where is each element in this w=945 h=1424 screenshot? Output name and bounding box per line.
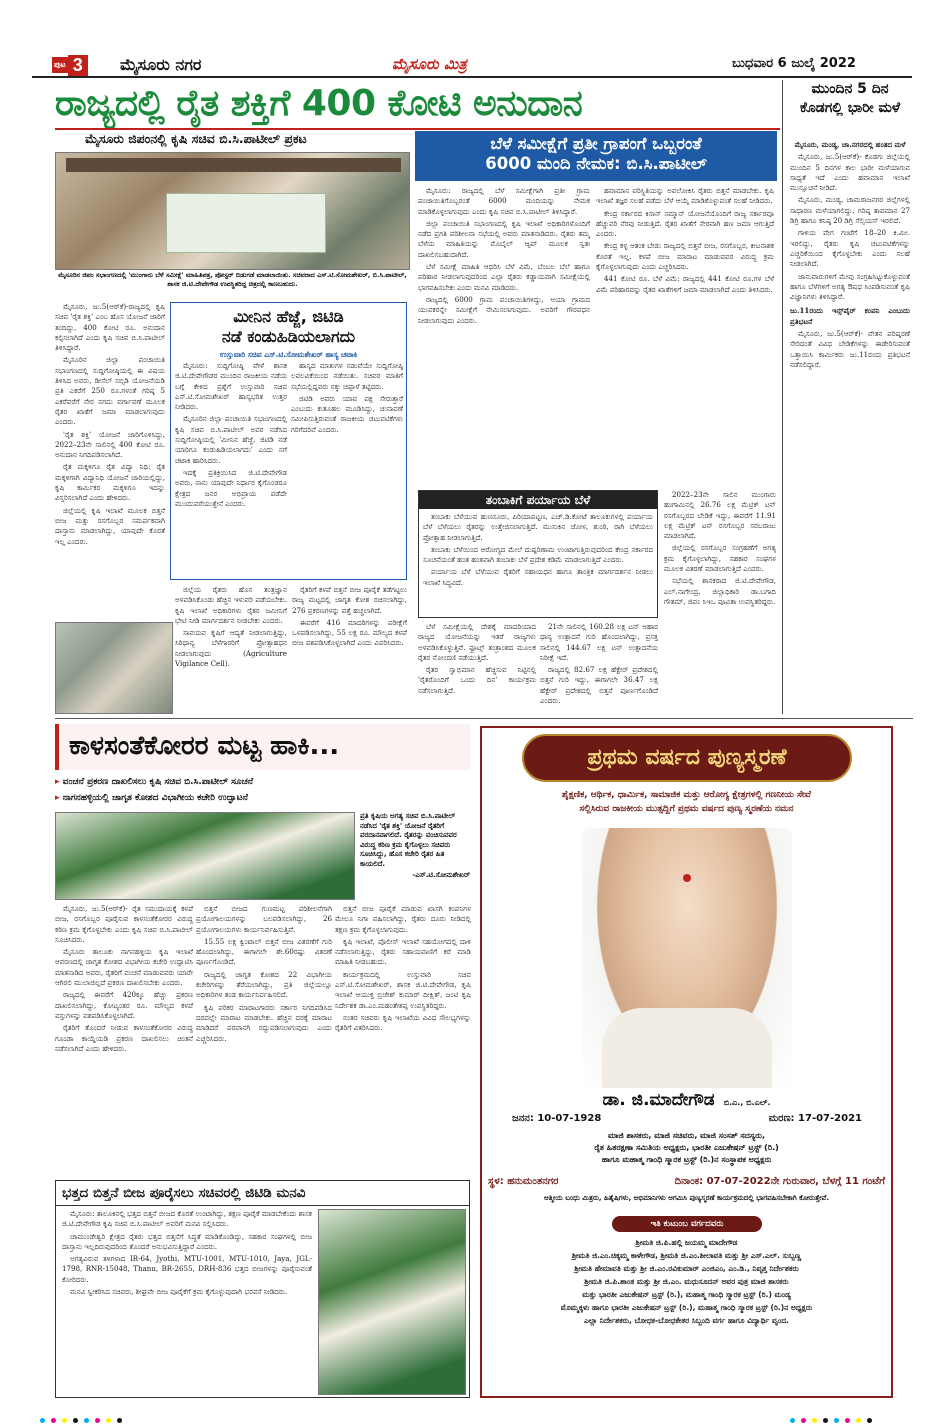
mid-col-d (540, 622, 658, 714)
magenta-dot (95, 1418, 100, 1423)
mid-paragraph: ಸಾವಯವ ಕೃಷಿಗೆ ಆದ್ಯತೆ ನೀಡಲಾಗುತ್ತಿದ್ದು, ಸಿರಿಧಾನ್ಯ ಬೆಳೆಗಾರರಿಗೆ ಪ್ರೋತ್ಸಾಹಧನ ನೀಡಲಾಗುವುದು (Agriculture Vigilance Cell). (175, 628, 287, 669)
rain-paragraph: ಜಾನುವಾರುಗಳಿಗೆ ಮೇವು ಸಂಗ್ರಹಿಸಿಟ್ಟುಕೊಳ್ಳುವಂತೆ ಹಾಗೂ ಬೆಳೆಗಳಿಗೆ ಅಗತ್ಯ ಔಷಧ ಸಿಂಪಡಿಸುವಂತೆ ಕೃಷಿ ವಿಜ್ಞಾನಿಗಳು ತಿಳಿಸಿದ್ದಾರೆ. (790, 271, 910, 302)
yellow-dot (856, 1418, 861, 1423)
lead-rule (55, 128, 780, 130)
yellow-dot (106, 1418, 111, 1423)
rain-paragraph: ಮೈಸೂರು, ಜು.5(ಆರ್‌ಕೆ)- ವೇತನ ಪರಿಷ್ಕರಣೆ ಸೇರಿದಂತೆ ವಿವಿಧ ಬೇಡಿಕೆಗಳನ್ನು ಈಡೇರಿಸುವಂತೆ ಒತ್ತಾಯಿಸಿ ಕಾರ್ಮಿಕರು ಜು.11ರಂದು ಪ್ರತಿಭಟನೆ ನಡೆಸಲಿದ್ದಾರೆ. (790, 329, 910, 369)
registration-dots-right (790, 1408, 878, 1414)
kalasanthe-paragraph: ರಾಜ್ಯದಲ್ಲಿ ಜಾಗೃತ ಕೋಶದ 22 ವಿಭಾಗೀಯ ಕಚೇರಿಗಳನ್ನು ತೆರೆಯಲಾಗಿದ್ದು, ಪ್ರತಿ ಜಿಲ್ಲೆಯಲ್ಲೂ ಅಧಿಕಾರಿಗಳ ತಂಡ ಕಾರ್ಯನಿರ್ವಹಿಸಲಿದೆ. (196, 969, 332, 1000)
obit-name-row (482, 1090, 891, 1110)
black-dot (117, 1418, 122, 1423)
tobacco-paragraph: ಸಭೆಯಲ್ಲಿ ಶಾಸಕರಾದ ಜಿ.ಟಿ.ದೇವೇಗೌಡ, ಎಲ್.ನಾಗೇಂದ್ರ, ಜಿಲ್ಲಾಧಿಕಾರಿ ಡಾ.ಬಗಾದಿ ಗೌತಮ್, ಜಿಪಂ ಸಿಇಒ ಪೂವಿತಾ ಉಪಸ್ಥಿತರಿದ್ದರು. (664, 576, 776, 606)
obit-family (492, 1236, 881, 1327)
section-divider (55, 718, 913, 719)
survey-paragraph: 441 ಕೋಟಿ ರೂ. ಬೆಳೆ ವಿಮೆ: ರಾಜ್ಯದಲ್ಲಿ 441 ಕೋಟಿ ರೂ.ಗಳ ಬೆಳೆ ವಿಮೆ ಪರಿಹಾರವನ್ನು ರೈತರ ಖಾತೆಗಳಿಗೆ ಜಮಾ ಮಾಡಲಾಗಿದೆ ಎಂದು ತಿಳಿಸಿದರು. (596, 274, 774, 294)
black-dot (73, 1418, 78, 1423)
quote-author: -ಎಸ್.ಟಿ.ಸೋಮಶೇಖರ್ (412, 871, 470, 879)
obit-role-line: ಮಾಜಿ ಶಾಸಕರು, ಮಾಜಿ ಸಚಿವರು, ಮಾಜಿ ಸಂಸತ್ ಸದಸ್ಯರು, (607, 1131, 766, 1140)
magenta-dot (801, 1418, 806, 1423)
obit-family-line: ಮೊಮ್ಮಕ್ಕಳು ಹಾಗೂ ಭಾರತೀ ಎಜುಕೇಷನ್ ಟ್ರಸ್ಟ್ (ರಿ.), ಮಹಾತ್ಮ ಗಾಂಧಿ ಸ್ಮಾರಕ ಟ್ರಸ್ಟ್ (ರಿ.)ನ ಅಧ್ಯಕ್ಷರು (560, 1303, 813, 1312)
fish-paragraph: ಇದಕ್ಕೆ ಪ್ರತಿಕ್ರಿಯಿಸಿದ ಜಿ.ಟಿ.ದೇವೇಗೌಡ ಅವರು, ನಾನು ಯಾವುದೇ ನಿರ್ಧಾರ ಕೈಗೊಂಡರೂ ಕ್ಷೇತ್ರದ ಜನರ ಅಭಿಪ್ರಾಯ ಪಡೆದೇ ಮುಂದುವರೆಯುತ್ತೇನೆ ಎಂದರು. (175, 467, 287, 508)
tobacco-box (418, 490, 658, 618)
kalasanthe-body-col3 (335, 904, 471, 1176)
mid-paragraph: ಈವರೆಗೆ 416 ಮಾದರಿಗಳನ್ನು ಪರೀಕ್ಷೆಗೆ ಒಳಪಡಿಸಲಾಗಿದ್ದು, 55 ಲಕ್ಷ ರೂ. ಮೌಲ್ಯದ ಕಳಪೆ ಬೀಜ ವಶಪಡಿಸಿಕೊಳ್ಳಲಾಗಿದೆ ಎಂದು ವಿವರಿಸಿದರು. (292, 617, 407, 648)
seeds-paragraph: ಮೈಸೂರು: ತಾಲೂಕಿನಲ್ಲಿ ಭತ್ತದ ಬಿತ್ತನೆ ಬೀಜದ ಕೊರತೆ ಉಂಟಾಗಿದ್ದು, ತಕ್ಷಣ ಪೂರೈಕೆ ಮಾಡಬೇಕೆಂದು ಶಾಸಕ ಜಿ.ಟಿ.ದೇವೇಗೌಡ ಕೃಷಿ ಸಚಿವ ಬಿ.ಸಿ.ಪಾಟೀಲ್ ಅವರಿಗೆ ಮನವಿ ಸಲ್ಲಿಸಿದರು. (62, 1209, 312, 1229)
section-name: ಮೈಸೂರು ನಗರ (120, 55, 202, 74)
fish-tagline: ಉಸ್ತುವಾರಿ ಸಚಿವ ಎಸ್.ಟಿ.ಸೋಮಶೇಖರ್ ಹಾಸ್ಯ ಚಟಾಕಿ (219, 350, 358, 359)
kalasanthe-paragraph: ಕೃಷಿ ಇಲಾಖೆ, ಪೊಲೀಸ್ ಇಲಾಖೆ ಸಹಯೋಗದಲ್ಲಿ ದಾಳಿ ನಡೆಸಲಾಗುತ್ತಿದ್ದು, ರೈತರು ಸಹಾಯವಾಣಿಗೆ ಕರೆ ಮಾಡಿ ಮಾಹಿತಿ ನೀಡಬಹುದು. (335, 936, 471, 967)
mid-paragraph: 21ನೇ ಸಾಲಿನಲ್ಲಿ 160.28 ಲಕ್ಷ ಟನ್ ಆಹಾರ ಧಾನ್ಯ ಉತ್ಪಾದನೆ ಗುರಿ ಹೊಂದಲಾಗಿದ್ದು, ಪ್ರಸಕ್ತ ಸಾಲಿನಲ್ಲಿ 144.67 ಲಕ್ಷ ಟನ್ ಉತ್ಪಾದನೆಯ ನಿರೀಕ್ಷೆ ಇದೆ. (540, 622, 658, 662)
mid-paragraph: ರೈತರಿಗೆ ಕಳಪೆ ಬಿತ್ತನೆ ಬೀಜ ಪೂರೈಕೆ ತಡೆಗಟ್ಟಲು ರಾಜ್ಯ ಮಟ್ಟದಲ್ಲಿ ಜಾಗೃತ ಕೋಶ ರಚಿಸಲಾಗಿದ್ದು, 276 ಪ್ರಕರಣಗಳನ್ನು ಪತ್ತೆ ಹಚ್ಚಲಾಗಿದೆ. (292, 585, 407, 615)
kalasanthe-quote-box (360, 812, 470, 900)
meeting-photo (55, 622, 173, 714)
lead-photo-caption: ಮೈಸೂರಿನ ಜಿಪಂ ಸಭಾಂಗಣದಲ್ಲಿ 'ಮುಂಗಾರು ಬೆಳೆ ಸಮೀಕ್ಷೆ' ಮಾಹಿತಿಪತ್ರ, ಪೋಸ್ಟರ್ ಬಿಡುಗಡೆ ಮಾಡಲಾಯಿತು. ಸಚಿವರಾದ ಎಸ್.ಟಿ.ಸೋಮಶೇಖರ್, ಬಿ.ಸಿ.ಪಾಟೀಲ್, ಶಾಸಕ ಜಿ.ಟಿ.ದೇವೇಗೌಡ ಉಪಸ್ಥಿತರಿದ್ದ ಚಿತ್ರದಲ್ಲಿ ಕಾಣಬಹುದು. (58, 271, 407, 288)
tobacco-body-col2 (664, 490, 776, 714)
bullet-text: ನಾಗನಹಳ್ಳಿಯಲ್ಲಿ ಜಾಗೃತ ಕೋಶದ ವಿಭಾಗೀಯ ಕಚೇರಿ ಉದ್ಘಾಟನೆ (62, 793, 249, 803)
survey-paragraph: ಹವಾಮಾನ ಪರಿಸ್ಥಿತಿಯನ್ನು ಅವಲೋಕಿಸಿ ರೈತರು ಬಿತ್ತನೆ ಮಾಡಬೇಕು. ಕೃಷಿ ಇಲಾಖೆ ತಜ್ಞರ ಸಲಹೆ ಪಡೆದು ಬೆಳೆ ಆಯ್ಕೆ ಮಾಡಿಕೊಳ್ಳುವಂತೆ ಸಲಹೆ ನೀಡಿದರು. (596, 186, 774, 206)
fish-body-col2 (291, 361, 403, 575)
fish-paragraph: ಮೈಸೂರು: ಸುದ್ದಿಗೋಷ್ಠಿ ವೇಳೆ ಶಾಸಕ ಜಿ.ಟಿ.ದೇವೇಗೌಡರ ಮುಂದಿನ ರಾಜಕೀಯ ನಡೆಯ ಬಗ್ಗೆ ಕೇಳಿದ ಪ್ರಶ್ನೆಗೆ ಉಸ್ತುವಾರಿ ಸಚಿವ ಎಸ್.ಟಿ.ಸೋಮಶೇಖರ್ ಹಾಸ್ಯಭರಿತ ಉತ್ತರ ನೀಡಿದರು. (175, 361, 287, 412)
obit-family-line: ಎಲ್ಲಾ ನಿರ್ದೇಶಕರು, ಬೋಧಕ-ಬೋಧಕೇತರ ಸಿಬ್ಬಂದಿ ವರ್ಗ ಹಾಗೂ ವಿದ್ಯಾರ್ಥಿ ವೃಂದ. (583, 1316, 790, 1325)
survey-headline-2: 6000 ಮಂದಿ ನೇಮಕ: ಬಿ.ಸಿ.ಪಾಟೀಲ್ (485, 154, 707, 173)
lead-body-col1 (55, 302, 165, 620)
bullet-icon: ▸ (55, 777, 60, 787)
survey-paragraph: ಜಿಲ್ಲಾ ಪಂಚಾಯಿತಿ ಸಭಾಂಗಣದಲ್ಲಿ ಕೃಷಿ ಇಲಾಖೆ ಅಧಿಕಾರಿಗಳೊಂದಿಗೆ ನಡೆದ ಪ್ರಗತಿ ಪರಿಶೀಲನಾ ಸಭೆಯಲ್ಲಿ ಅವರು ಮಾತನಾಡಿದರು. ರೈತರು ತಮ್ಮ ಬೆಳೆಯ ಮಾಹಿತಿಯನ್ನು ಮೊಬೈಲ್ ಆ್ಯಪ್ ಮೂಲಕ ಸ್ವತಃ ದಾಖಲಿಸಬಹುದಾಗಿದೆ. (418, 218, 590, 259)
obit-title: ಪ್ರಥಮ ವರ್ಷದ ಪುಣ್ಯಸ್ಮರಣೆ (587, 745, 787, 770)
obit-family-line: ಶ್ರೀಮತಿ ಜಿ.ಪಿ.ಶಾಂತ ಮತ್ತು ಶ್ರೀ ಜಿ.ಎಂ. ಮಧುಸೂದನ್ ಅವರ ಪುತ್ರ ಮಾಜಿ ಶಾಸಕರು (584, 1277, 789, 1286)
obit-when: ದಿನಾಂಕ: 07-07-2022ನೇ ಗುರುವಾರ, ಬೆಳಗ್ಗೆ 11 ಗಂಟೆಗೆ (674, 1176, 885, 1187)
mid-paragraph: ರೈತರ ಸ್ವಾಭಿಮಾನ ಹೆಚ್ಚಿಸುವ ನಿಟ್ಟಿನಲ್ಲಿ 'ರೈತರೊಂದಿಗೆ ಒಂದು ದಿನ' ಕಾರ್ಯಕ್ರಮ ನಡೆಸಲಾಗುತ್ತಿದೆ. (418, 665, 536, 695)
lead-photo-banner (66, 158, 401, 172)
obit-degree: ಬಿ.ಎ., ಬಿ.ಎಲ್. (723, 1098, 771, 1107)
kalasanthe-paragraph: 15.55 ಲಕ್ಷ ಕ್ವಿಂಟಾಲ್ ಬಿತ್ತನೆ ಬೀಜ ವಿತರಣೆಗೆ ಗುರಿ ಹೊಂದಲಾಗಿದ್ದು, ಈಗಾಗಲೇ ಶೇ.60ರಷ್ಟು ವಿತರಣೆ ಪೂರ್ಣಗೊಂಡಿದೆ. (196, 936, 332, 967)
seeds-photo (318, 1209, 466, 1395)
obit-born: ಜನನ: 10-07-1928 (512, 1113, 602, 1124)
survey-body-col2 (596, 186, 774, 486)
black-dot (867, 1418, 872, 1423)
kalasanthe-paragraph: ಮೈಸೂರು, ಜು.5(ಆರ್‌ಕೆ)- ರೈತ ಸಮುದಾಯಕ್ಕೆ ಕಳಪೆ ಬೀಜ, ರಸಗೊಬ್ಬರ ಪೂರೈಸುವ ಕಾಳಸಂತೆಕೋರರ ವಿರುದ್ಧ ಕಠಿಣ ಕ್ರಮ ಕೈಗೊಳ್ಳಬೇಕು ಎಂದು ಕೃಷಿ ಸಚಿವ ಬಿ.ಸಿ.ಪಾಟೀಲ್ ಸೂಚಿಸಿದರು. (55, 904, 193, 944)
tobacco-paragraph: 2022–23ನೇ ಸಾಲಿನ ಮುಂಗಾರು ಹಂಗಾಮಿನಲ್ಲಿ 26.76 ಲಕ್ಷ ಮೆಟ್ರಿಕ್ ಟನ್ ರಸಗೊಬ್ಬರದ ಬೇಡಿಕೆ ಇದ್ದು, ಈವರೆಗೆ 11.91 ಲಕ್ಷ ಮೆಟ್ರಿಕ್ ಟನ್ ರಸಗೊಬ್ಬರ ಸರಬರಾಜು ಮಾಡಲಾಗಿದೆ. (664, 490, 776, 541)
page-number-badge (52, 54, 122, 76)
lead-headline: ರಾಜ್ಯದಲ್ಲಿ ರೈತ ಶಕ್ತಿಗೆ 400 ಕೋಟಿ ಅನುದಾನ (55, 83, 583, 124)
fish-headline-2: ನಡೆ ಕಂಡುಹಿಡಿಯಲಾಗದು (221, 327, 356, 346)
kalasanthe-paragraph: ಕಾರ್ಯಕ್ರಮದಲ್ಲಿ ಉಸ್ತುವಾರಿ ಸಚಿವ ಎಸ್.ಟಿ.ಸೋಮಶೇಖರ್, ಶಾಸಕ ಜಿ.ಟಿ.ದೇವೇಗೌಡ, ಕೃಷಿ ಇಲಾಖೆ ಆಯುಕ್ತ ಬ್ರಿಜೇಶ್ ಕುಮಾರ್ ದೀಕ್ಷಿತ್, ಜಂಟಿ ಕೃಷಿ ನಿರ್ದೇಶಕ ಡಾ.ಎಂ.ಮಹಂತೇಶಪ್ಪ ಉಪಸ್ಥಿತರಿದ್ದರು. (335, 969, 471, 1010)
obit-venue: ಸ್ಥಳ: ಹನುಮಂತನಗರ (488, 1176, 559, 1187)
masthead (32, 50, 912, 78)
lead-paragraph: ರೈತ ಮಕ್ಕಳಿಗೂ ರೈತ ವಿದ್ಯಾ ನಿಧಿ: ರೈತ ಮಕ್ಕಳಿಗಾಗಿ ವಿದ್ಯಾನಿಧಿ ಯೋಜನೆ ಜಾರಿಯಲ್ಲಿದ್ದು, ಕೃಷಿ ಕಾರ್ಮಿಕರ ಮಕ್ಕಳಿಗೂ ಇದನ್ನು ವಿಸ್ತರಿಸಲಾಗಿದೆ ಎಂದು ಹೇಳಿದರು. (55, 462, 165, 503)
seeds-paragraph: ಚಾಮುಂಡೇಶ್ವರಿ ಕ್ಷೇತ್ರದ ರೈತರು ಭತ್ತದ ಬಿತ್ತನೆಗೆ ಸಿದ್ಧತೆ ಮಾಡಿಕೊಂಡಿದ್ದು, ಸಹಕಾರ ಸಂಘಗಳಲ್ಲಿ ಬೀಜ ದಾಸ್ತಾನು ಇಲ್ಲದಿರುವುದರಿಂದ ತೊಂದರೆ ಅನುಭವಿಸುತ್ತಿದ್ದಾರೆ ಎಂದರು. (62, 1231, 312, 1251)
obit-intro-1: ಶೈಕ್ಷಣಿಕ, ಆರ್ಥಿಕ, ಧಾರ್ಮಿಕ, ಸಾಮಾಜಿಕ ಮತ್ತು ಆರೋಗ್ಯ ಕ್ಷೇತ್ರಗಳಲ್ಲಿ ಗಣನೀಯ ಸೇವೆ (562, 790, 811, 800)
obit-family-line: ಶ್ರೀಮತಿ ಜಿ.ಪಿ.ಹಲ್ಲಿ ಜಯಮ್ಮ ಮಾದೇಗೌಡ (635, 1238, 738, 1247)
tobacco-paragraph: ಜಿಲ್ಲೆಯಲ್ಲಿ ರಸಗೊಬ್ಬರ ಸಂಗ್ರಹಣೆಗೆ ಅಗತ್ಯ ಕ್ರಮ ಕೈಗೊಳ್ಳಲಾಗಿದ್ದು, ಸಹಕಾರ ಸಂಘಗಳ ಮೂಲಕ ವಿತರಣೆ ಮಾಡಲಾಗುತ್ತಿದೆ ಎಂದರು. (664, 543, 776, 574)
fish-paragraph: ಜಿಟಿಡಿ ಅವರು ಯಾವ ಪಕ್ಷ ಸೇರುತ್ತಾರೆ ಎಂಬುದು ಕುತೂಹಲ ಮೂಡಿಸಿದ್ದು, ಚುನಾವಣೆ ಸಮೀಪಿಸುತ್ತಿರುವಂತೆ ರಾಜಕೀಯ ಚಟುವಟಿಕೆಗಳು ಗರಿಗೆದರಿವೆ ಎಂದರು. (291, 393, 403, 434)
bullet-icon: ▸ (55, 793, 60, 803)
seeds-box (55, 1180, 470, 1398)
page-label: ಪುಟ (52, 57, 68, 73)
mid-col-b (292, 585, 407, 710)
tobacco-paragraph: ತಂಬಾಕು ಬೆಳೆಯಿಂದ ಆರೋಗ್ಯದ ಮೇಲೆ ದುಷ್ಪರಿಣಾಮ ಉಂಟಾಗುತ್ತಿರುವುದರಿಂದ ಕೇಂದ್ರ ಸರ್ಕಾರದ ಸೂಚನೆಯಂತೆ ಹಂತ ಹಂತವಾಗಿ ತಂಬಾಕು ಬೆಳೆ ಪ್ರದೇಶ ಕಡಿಮೆ ಮಾಡಲಾಗುತ್ತಿದೆ ಎಂದರು. (423, 544, 653, 565)
right-column-rule (782, 80, 783, 714)
mid-paragraph: ಜಿಲ್ಲೆಯ ರೈತರು ಹೊಸ ತಂತ್ರಜ್ಞಾನ ಅಳವಡಿಸಿಕೊಂಡು ಹೆಚ್ಚಿನ ಇಳುವರಿ ಪಡೆಯಬೇಕು. ಕೃಷಿ ಇಲಾಖೆ ಅಧಿಕಾರಿಗಳು ರೈತರ ಜಮೀನಿಗೆ ಭೇಟಿ ನೀಡಿ ಮಾರ್ಗದರ್ಶನ ನೀಡಬೇಕು ಎಂದರು. (175, 585, 287, 625)
kalasanthe-body-col2 (196, 904, 332, 1176)
kalasanthe-paragraph: ರೈತರಿಗೆ ತೊಂದರೆ ನೀಡುವ ಕಾಳಸಂತೆಕೋರರ ವಿರುದ್ಧ ಗೂಂಡಾ ಕಾಯ್ದೆಯಡಿ ಪ್ರಕರಣ ದಾಖಲಿಸಲು ಚಿಂತನೆ ನಡೆಸಲಾಗಿದೆ ಎಂದು ಹೇಳಿದರು. (55, 1023, 193, 1053)
obit-note: ಆತ್ಮೀಯ ಬಂಧು ಮಿತ್ರರು, ಹಿತೈಷಿಗಳು, ಅಭಿಮಾನಿಗಳು ಆಗಮಿಸಿ ಪುಣ್ಯಸ್ಮರಣೆ ಕಾರ್ಯಕ್ರಮದಲ್ಲಿ ಭಾಗವಹಿಸಬೇಕಾಗಿ ಕೋರುತ್ತೇವೆ. (544, 1194, 829, 1202)
fish-paragraph: ಹಾಸ್ಯದ ಮಾತುಗಳ ನಡುವೆಯೇ ಸುದ್ದಿಗೋಷ್ಠಿ ಲವಲವಿಕೆಯಿಂದ ನಡೆಯಿತು. ಸಚಿವರ ಮಾತಿಗೆ ಸಭೆಯಲ್ಲಿದ್ದವರು ನಕ್ಕು ಚಪ್ಪಾಳೆ ತಟ್ಟಿದರು. (291, 361, 403, 391)
kalasanthe-headline-box (55, 724, 470, 770)
obituary-box (480, 726, 893, 1398)
tobacco-headline: ತಂಬಾಕಿಗೆ ಪರ್ಯಾಯ ಬೆಳೆ (419, 491, 657, 509)
mid-col-a (175, 585, 287, 710)
obit-venue-row (488, 1176, 885, 1187)
tobacco-paragraph: ಪರ್ಯಾಯ ಬೆಳೆ ಬೆಳೆಯುವ ರೈತರಿಗೆ ಸಹಾಯಧನ ಹಾಗೂ ತಾಂತ್ರಿಕ ಮಾರ್ಗದರ್ಶನ ನೀಡಲು ಇಲಾಖೆ ಸಿದ್ಧವಿದೆ. (423, 567, 653, 587)
lead-photo-poster (166, 193, 326, 253)
rain-subhead: ಮೈಸೂರು, ಮಂಡ್ಯ, ಚಾ.ನಗರದಲ್ಲಿ ಹಂತದ ಮಳೆ (794, 140, 906, 149)
mid-paragraph: ರಾಜ್ಯದಲ್ಲಿ 82.67 ಲಕ್ಷ ಹೆಕ್ಟೇರ್ ಪ್ರದೇಶದಲ್ಲಿ ಬಿತ್ತನೆ ಗುರಿ ಇದ್ದು, ಈಗಾಗಲೇ 36.47 ಲಕ್ಷ ಹೆಕ್ಟೇರ್ ಪ್ರದೇಶದಲ್ಲಿ ಬಿತ್ತನೆ ಪೂರ್ಣಗೊಂಡಿದೆ ಎಂದರು. (540, 665, 658, 706)
lead-paragraph: ಮೈಸೂರಿನ ಜಿಲ್ಲಾ ಪಂಚಾಯಿತಿ ಸಭಾಂಗಣದಲ್ಲಿ ಸುದ್ದಿಗೋಷ್ಠಿಯಲ್ಲಿ ಈ ವಿಷಯ ತಿಳಿಸಿದ ಅವರು, ಡೀಸೆಲ್ ಸಬ್ಸಿಡಿ ಯೋಜನೆಯಡಿ ಪ್ರತಿ ಎಕರೆಗೆ 250 ರೂ.ಗಳಂತೆ ಗರಿಷ್ಠ 5 ಎಕರೆವರೆಗೆ ನೇರ ನಗದು ವರ್ಗಾವಣೆ ಮೂಲಕ ರೈತರ ಖಾತೆಗೆ ಜಮಾ ಮಾಡಲಾಗುವುದು ಎಂದರು. (55, 355, 165, 427)
kalasanthe-paragraph: ಬಿತ್ತನೆ ಬೀಜ ಪೂರೈಕೆ ಮಾಡುವ ಖಾಸಗಿ ಕಂಪನಿಗಳ ಮೇಲೂ ನಿಗಾ ವಹಿಸಲಾಗಿದ್ದು, ರೈತರು ದೂರು ನೀಡಿದಲ್ಲಿ ತಕ್ಷಣ ಕ್ರಮ ಕೈಗೊಳ್ಳಲಾಗುವುದು. (335, 904, 471, 934)
obit-family-label: ಇತಿ ಕುಟುಂಬ ವರ್ಗದವರು (612, 1216, 762, 1232)
obit-intro-2: ಸಲ್ಲಿಸಿರುವ ರಾಜಕೀಯ ಮುತ್ಸದ್ದಿಗೆ ಪ್ರಥಮ ವರ್ಷದ ಪುಣ್ಯ ಸ್ಮರಣೆಯ ನಮನ (579, 804, 794, 814)
mid-paragraph: ಬೆಳೆ ಸಮೀಕ್ಷೆಯಲ್ಲಿ ದೇಶಕ್ಕೆ ಮಾದರಿಯಾದ ರಾಜ್ಯದ ಯೋಜನೆಯನ್ನು ಇತರೆ ರಾಜ್ಯಗಳು ಅಳವಡಿಸಿಕೊಳ್ಳುತ್ತಿವೆ. ಫ್ರೂಟ್ಸ್ ತಂತ್ರಾಂಶದ ಮೂಲಕ ರೈತರ ನೋಂದಣಿ ನಡೆಯುತ್ತಿದೆ. (418, 622, 536, 662)
rain-body (790, 140, 910, 714)
obit-dates (512, 1113, 862, 1124)
paper-name: ಮೈಸೂರು ಮಿತ್ರ (392, 55, 467, 73)
rain-paragraph: ಮೈಸೂರು, ಜು.5(ಆರ್‌ಕೆ)- ಕೊಡಗು ಜಿಲ್ಲೆಯಲ್ಲಿ ಮುಂದಿನ 5 ದಿನಗಳ ಕಾಲ ಭಾರೀ ಮಳೆಯಾಗುವ ಸಾಧ್ಯತೆ ಇದೆ ಎಂದು ಹವಾಮಾನ ಇಲಾಖೆ ಮುನ್ಸೂಚನೆ ನೀಡಿದೆ. (790, 152, 910, 193)
fish-headline-1: ಮೀನಿನ ಹೆಜ್ಜೆ, ಜಿಟಿಡಿ (233, 307, 344, 326)
page-number: 3 (68, 55, 88, 76)
obit-name: ಡಾ. ಜಿ.ಮಾದೇಗೌಡ (602, 1090, 715, 1110)
kalasanthe-photo (55, 812, 355, 900)
portrait-photo (582, 828, 792, 1088)
kalasanthe-headline: ಕಾಳಸಂತೆಕೋರರ ಮಟ್ಟ ಹಾಕಿ... (69, 731, 340, 761)
issue-date: ಬುಧವಾರ 6 ಜುಲೈ 2022 (732, 56, 856, 71)
black-dot (823, 1418, 828, 1423)
portrait-tilak (683, 874, 691, 882)
quote-text: ಪ್ರತಿ ಕೃಷಿಯ ಅಗತ್ಯ ಸಚಿವ ಬಿ.ಸಿ.ಪಾಟೀಲ್ ನಡೆಸಿದ 'ರೈತ ಶಕ್ತಿ' ಯೋಜನೆ ರೈತರಿಗೆ ವರದಾನವಾಗಲಿದೆ. ರೈತರನ್ನು ವಂಚಿಸುವವರ ವಿರುದ್ಧ ಕಠಿಣ ಕ್ರಮ ಕೈಗೊಳ್ಳಲು ಸಚಿವರು ಸೂಚಿಸಿದ್ದು, ಹೊಸ ಕಚೇರಿ ರೈತರ ಹಿತ ಕಾಯಲಿದೆ. (360, 812, 457, 868)
survey-headline-1: ಬೆಳೆ ಸಮೀಕ್ಷೆಗೆ ಪ್ರತೀ ಗ್ರಾಪಂಗೆ ಒಬ್ಬರಂತೆ (490, 134, 702, 153)
kalasanthe-paragraph: ಮೈಸೂರು ತಾಲೂಕು ನಾಗನಹಳ್ಳಿಯ ಕೃಷಿ ಇಲಾಖೆ ಆವರಣದಲ್ಲಿ ಜಾಗೃತ ಕೋಶದ ವಿಭಾಗೀಯ ಕಚೇರಿ ಉದ್ಘಾಟಿಸಿ ಮಾತನಾಡಿದ ಅವರು, ರೈತರಿಗೆ ವಂಚನೆ ಮಾಡುವವರು ಯಾರೇ ಆಗಿರಲಿ ಮುಲಾಜಿಲ್ಲದೆ ಪ್ರಕರಣ ದಾಖಲಿಸಬೇಕು ಎಂದರು. (55, 947, 193, 988)
survey-headline-box (415, 131, 777, 181)
seeds-headline: ಭತ್ತದ ಬಿತ್ತನೆ ಬೀಜ ಪೂರೈಸಲು ಸಚಿವರಲ್ಲಿ ಜಿಟಿಡಿ ಮನವಿ (56, 1181, 469, 1206)
obit-died: ಮರಣ: 17-07-2021 (768, 1113, 862, 1124)
lead-subhead: ಮೈಸೂರು ಜಿಪಂನಲ್ಲಿ ಕೃಷಿ ಸಚಿವ ಬಿ.ಸಿ.ಪಾಟೀಲ್ ಪ್ರಕಟ (85, 131, 307, 146)
registration-dots-left (40, 1408, 128, 1414)
obit-role-line: ಹಾಗೂ ಮಹಾತ್ಮ ಗಾಂಧಿ ಸ್ಮಾರಕ ಟ್ರಸ್ಟ್ (ರಿ.)ನ ಸಂಸ್ಥಾಪಕ ಅಧ್ಯಕ್ಷರು (601, 1155, 772, 1164)
obit-roles (492, 1130, 881, 1166)
yellow-dot (62, 1418, 67, 1423)
survey-paragraph: ಮೈಸೂರು: ರಾಜ್ಯದಲ್ಲಿ ಬೆಳೆ ಸಮೀಕ್ಷೆಗಾಗಿ ಪ್ರತೀ ಗ್ರಾಮ ಪಂಚಾಯಿತಿಗೊಬ್ಬರಂತೆ 6000 ಮಂದಿಯನ್ನು ನೇಮಕ ಮಾಡಿಕೊಳ್ಳಲಾಗುವುದು ಎಂದು ಕೃಷಿ ಸಚಿವ ಬಿ.ಸಿ.ಪಾಟೀಲ್ ತಿಳಿಸಿದ್ದಾರೆ. (418, 186, 590, 216)
fish-box (170, 302, 407, 580)
tobacco-paragraph: ತಂಬಾಕು ಬೆಳೆಯುವ ಹುಣಸೂರು, ಪಿರಿಯಾಪಟ್ಟಣ, ಎಚ್.ಡಿ.ಕೋಟೆ ತಾಲೂಕುಗಳಲ್ಲಿ ಪರ್ಯಾಯ ಬೆಳೆ ಬೆಳೆಯಲು ರೈತರನ್ನು ಉತ್ತೇಜಿಸಲಾಗುತ್ತಿದೆ. ಮುಸುಕಿನ ಜೋಳ, ಶುಂಠಿ, ರಾಗಿ ಬೆಳೆಯಲು ಪ್ರೋತ್ಸಾಹ ನೀಡಲಾಗುತ್ತಿದೆ. (423, 512, 653, 542)
obit-family-line: ಶ್ರೀಮತಿ ಜಿ.ಎಂ.ಚಿಕ್ಕಮ್ಮ ಕಾಳೇಗೌಡ, ಶ್ರೀಮತಿ ಜಿ.ಎಂ.ಶೀಲಾವತಿ ಮತ್ತು ಶ್ರೀ ಎಸ್.ಎಲ್. ಸುಬ್ಬಣ್ಣ (571, 1251, 802, 1260)
kalasanthe-paragraph: ರಾಜ್ಯದಲ್ಲಿ ಈವರೆಗೆ 420ಕ್ಕೂ ಹೆಚ್ಚು ಪ್ರಕರಣ ದಾಖಲಿಸಲಾಗಿದ್ದು, ಕೋಟ್ಯಂತರ ರೂ. ಮೌಲ್ಯದ ಕಳಪೆ ವಸ್ತುಗಳನ್ನು ವಶಪಡಿಸಿಕೊಳ್ಳಲಾಗಿದೆ. (55, 990, 193, 1020)
obit-family-line: ಶ್ರೀಮತಿ ಹೇಮಾವತಿ ಮತ್ತು ಶ್ರೀ ಜಿ.ಎಂ.ರವಿಕುಮಾರ್ ಎಂಜಿಎಂ, ಎಂ.ಡಿ., ನಿವೃತ್ತ ನಿರ್ದೇಶಕರು (574, 1264, 799, 1273)
rain-paragraph: ಗಾಳಿಯ ವೇಗ ಗಂಟೆಗೆ 18–20 ಕಿ.ಮೀ. ಇರಲಿದ್ದು, ರೈತರು ಕೃಷಿ ಚಟುವಟಿಕೆಗಳನ್ನು ಎಚ್ಚರಿಕೆಯಿಂದ ಕೈಗೊಳ್ಳಬೇಕು ಎಂದು ಸಲಹೆ ನೀಡಲಾಗಿದೆ. (790, 228, 910, 269)
cyan-dot (84, 1418, 89, 1423)
magenta-dot (51, 1418, 56, 1423)
cyan-dot (40, 1418, 45, 1423)
fish-body-col1 (175, 361, 287, 575)
lead-photo (55, 152, 410, 270)
kalasanthe-paragraph: ನಂತರ ಸಚಿವರು ಕೃಷಿ ಇಲಾಖೆಯ ವಿವಿಧ ಸೌಲಭ್ಯಗಳನ್ನು ರೈತರಿಗೆ ವಿತರಿಸಿದರು. (335, 1012, 471, 1033)
kalasanthe-paragraph: ಕೃಷಿ ಪರಿಕರ ಮಾರಾಟಗಾರರು ಸರ್ಕಾರ ನಿಗದಿಪಡಿಸಿದ ದರದಲ್ಲೇ ಮಾರಾಟ ಮಾಡಬೇಕು. ಹೆಚ್ಚಿನ ದರಕ್ಕೆ ಮಾರಾಟ ಮಾಡಿದರೆ ಪರವಾನಗಿ ರದ್ದುಪಡಿಸಲಾಗುವುದು ಎಂದು ಎಚ್ಚರಿಸಿದರು. (196, 1002, 332, 1043)
tobacco-body-col1 (423, 512, 653, 616)
lead-paragraph: ಜಿಲ್ಲೆಯಲ್ಲಿ ಕೃಷಿ ಇಲಾಖೆ ಮೂಲಕ ಬಿತ್ತನೆ ಬೀಜ ಮತ್ತು ರಸಗೊಬ್ಬರ ಸಮರ್ಪಕವಾಗಿ ದಾಸ್ತಾನು ಮಾಡಲಾಗಿದ್ದು, ಯಾವುದೇ ಕೊರತೆ ಇಲ್ಲ ಎಂದರು. (55, 505, 165, 546)
yellow-dot (812, 1418, 817, 1423)
seeds-paragraph: ಮನವಿ ಸ್ವೀಕರಿಸಿದ ಸಚಿವರು, ಶೀಘ್ರವೇ ಬೀಜ ಪೂರೈಕೆಗೆ ಕ್ರಮ ಕೈಗೊಳ್ಳುವುದಾಗಿ ಭರವಸೆ ನೀಡಿದರು. (70, 1287, 288, 1297)
survey-paragraph: ಕೇಂದ್ರ ಕಳ್ಳ ಆತಂಕ ಬೇಡ: ರಾಜ್ಯದಲ್ಲಿ ಬಿತ್ತನೆ ಬೀಜ, ರಸಗೊಬ್ಬರ, ಕೀಟನಾಶಕ ಕೊರತೆ ಇಲ್ಲ. ಕಳಪೆ ಬೀಜ ಮಾರಾಟ ಮಾಡುವವರ ವಿರುದ್ಧ ಕ್ರಮ ಕೈಗೊಳ್ಳಲಾಗುವುದು ಎಂದು ಎಚ್ಚರಿಸಿದರು. (596, 241, 774, 272)
seeds-paragraph: ಅಗತ್ಯವಿರುವ ತಳಿಗಳಾದ IR-64, Jyothi, MTU-1001, MTU-1010, Jaya, JGL-1798, RNR-15048, Thanu, BR-2655, DRH-836 ಭತ್ತದ ಬೀಜಗಳನ್ನು ಪೂರೈಸುವಂತೆ ಕೋರಿದರು. (62, 1254, 312, 1284)
obit-role-line: ರೈತ ಹಿತರಕ್ಷಣಾ ಸಮಿತಿಯ ಅಧ್ಯಕ್ಷರು, ಭಾರತೀ ಎಜುಕೇಷನ್ ಟ್ರಸ್ಟ್ (ರಿ.) (594, 1143, 779, 1152)
portrait-shawl (602, 1008, 772, 1088)
cyan-dot (834, 1418, 839, 1423)
kalasanthe-bullet-2 (55, 790, 470, 806)
fish-paragraph: ಮೈಸೂರಿನ ಜಿಲ್ಲಾ ಪಂಚಾಯಿತಿ ಸಭಾಂಗಣದಲ್ಲಿ ಕೃಷಿ ಸಚಿವ ಬಿ.ಸಿ.ಪಾಟೀಲ್ ಅವರ ನಡೆಸಿದ ಸುದ್ದಿಗೋಷ್ಠಿಯಲ್ಲಿ 'ಮೀನಿನ ಹೆಜ್ಜೆ, ಜಿಟಿಡಿ ನಡೆ ಯಾರಿಗೂ ಕಂಡುಹಿಡಿಯಲಾಗದು' ಎಂದು ನಗೆ ಚಟಾಕಿ ಹಾರಿಸಿದರು. (175, 414, 287, 465)
survey-paragraph: ಬೆಳೆ ಸಮೀಕ್ಷೆ ಮಾಹಿತಿ ಆಧರಿಸಿ ಬೆಳೆ ವಿಮೆ, ಬೆಂಬಲ ಬೆಲೆ ಹಾಗೂ ಪರಿಹಾರ ನೀಡಲಾಗುವುದರಿಂದ ಎಲ್ಲಾ ರೈತರು ಕಡ್ಡಾಯವಾಗಿ ಸಮೀಕ್ಷೆಯಲ್ಲಿ ಭಾಗವಹಿಸಬೇಕು ಎಂದು ಮನವಿ ಮಾಡಿದರು. (418, 262, 590, 292)
rain-headline: ಮುಂದಿನ 5 ದಿನ ಕೊಡಗಲ್ಲಿ ಭಾರೀ ಮಳೆ (799, 81, 901, 116)
bullet-text: ವಂಚನೆ ಪ್ರಕರಣ ದಾಖಲಿಸಲು ಕೃಷಿ ಸಚಿವ ಬಿ.ಸಿ.ಪಾಟೀಲ್ ಸೂಚನೆ (62, 777, 254, 787)
survey-paragraph: ರಾಜ್ಯದಲ್ಲಿ 6000 ಗ್ರಾಮ ಪಂಚಾಯಿತಿಗಳಿದ್ದು, ಆಯಾ ಗ್ರಾಮದ ಯುವಕರನ್ನೇ ಸಮೀಕ್ಷೆಗೆ ನೇಮಿಸಲಾಗುವುದು. ಅವರಿಗೆ ಗೌರವಧನ ನೀಡಲಾಗುವುದು ಎಂದರು. (418, 294, 590, 325)
lead-paragraph: ಮೈಸೂರು, ಜು.5(ಆರ್‌ಕೆ)-ರಾಜ್ಯದಲ್ಲಿ ಕೃಷಿ ಸಚಿವ 'ರೈತ ಶಕ್ತಿ' ಎಂಬ ಹೊಸ ಯೋಜನೆ ಜಾರಿಗೆ ತಂದಿದ್ದು, 400 ಕೋಟಿ ರೂ. ಅನುದಾನ ಕಲ್ಪಿಸಲಾಗಿದೆ ಎಂದು ಕೃಷಿ ಸಚಿವ ಬಿ.ಸಿ.ಪಾಟೀಲ್ ತಿಳಿಸಿದ್ದಾರೆ. (55, 302, 165, 353)
rain-paragraph: ಮೈಸೂರು, ಮಂಡ್ಯ, ಚಾಮರಾಜನಗರ ಜಿಲ್ಲೆಗಳಲ್ಲಿ ಸಾಧಾರಣ ಮಳೆಯಾಗಲಿದ್ದು, ಗರಿಷ್ಠ ತಾಪಮಾನ 27 ಡಿಗ್ರಿ ಹಾಗೂ ಕನಿಷ್ಠ 20 ಡಿಗ್ರಿ ಸೆಲ್ಸಿಯಸ್ ಇರಲಿದೆ. (790, 195, 910, 226)
survey-body-col1 (418, 186, 590, 486)
kalasanthe-bullet-1 (55, 774, 470, 790)
lead-paragraph: 'ರೈತ ಶಕ್ತಿ' ಯೋಜನೆ ಜಾರಿಗೊಳಿಸಿದ್ದು, 2022–23ನೇ ಸಾಲಿನಲ್ಲಿ 400 ಕೋಟಿ ರೂ. ಅನುದಾನ ನಿಗದಿಪಡಿಸಲಾಗಿದೆ. (55, 429, 165, 460)
cyan-dot (790, 1418, 795, 1423)
rain-subhead: ಜು.11ರಂದು ಇನ್ಸ್‌ಪೈರ್ ಕಂಪನಿ ಎಂಬುದು ಪ್ರತಿಭಟನೆ (790, 306, 910, 326)
mid-col-c (418, 622, 536, 714)
magenta-dot (845, 1418, 850, 1423)
obit-family-line: ಮತ್ತು ಭಾರತೀ ಎಜುಕೇಷನ್ ಟ್ರಸ್ಟ್ (ರಿ.), ಮಹಾತ್ಮ ಗಾಂಧಿ ಸ್ಮಾರಕ ಟ್ರಸ್ಟ್ (ರಿ.) ಮಂಡ್ಯ (582, 1290, 791, 1299)
obit-title-banner (522, 734, 852, 782)
seeds-body (62, 1209, 312, 1395)
kalasanthe-paragraph: ಬಿತ್ತನೆ ಬೀಜದ ಗುಣಮಟ್ಟ ಪರಿಶೀಲನೆಗಾಗಿ ಪ್ರಯೋಗಾಲಯಗಳನ್ನು ಬಲಪಡಿಸಲಾಗಿದ್ದು, 26 ಪ್ರಯೋಗಾಲಯಗಳು ಕಾರ್ಯನಿರ್ವಹಿಸುತ್ತಿವೆ. (196, 904, 332, 934)
kalasanthe-bullets (55, 774, 470, 808)
kalasanthe-body-col1 (55, 904, 193, 1176)
survey-paragraph: ಕೇಂದ್ರ ಸರ್ಕಾರದ ಕಿಸಾನ್ ಸಮ್ಮಾನ್ ಯೋಜನೆಯೊಂದಿಗೆ ರಾಜ್ಯ ಸರ್ಕಾರವೂ ಹೆಚ್ಚುವರಿ ನೆರವು ನೀಡುತ್ತಿದೆ. ರೈತರ ಖಾತೆಗೆ ನೇರವಾಗಿ ಹಣ ಜಮಾ ಆಗುತ್ತಿದೆ ಎಂದರು. (596, 208, 774, 239)
